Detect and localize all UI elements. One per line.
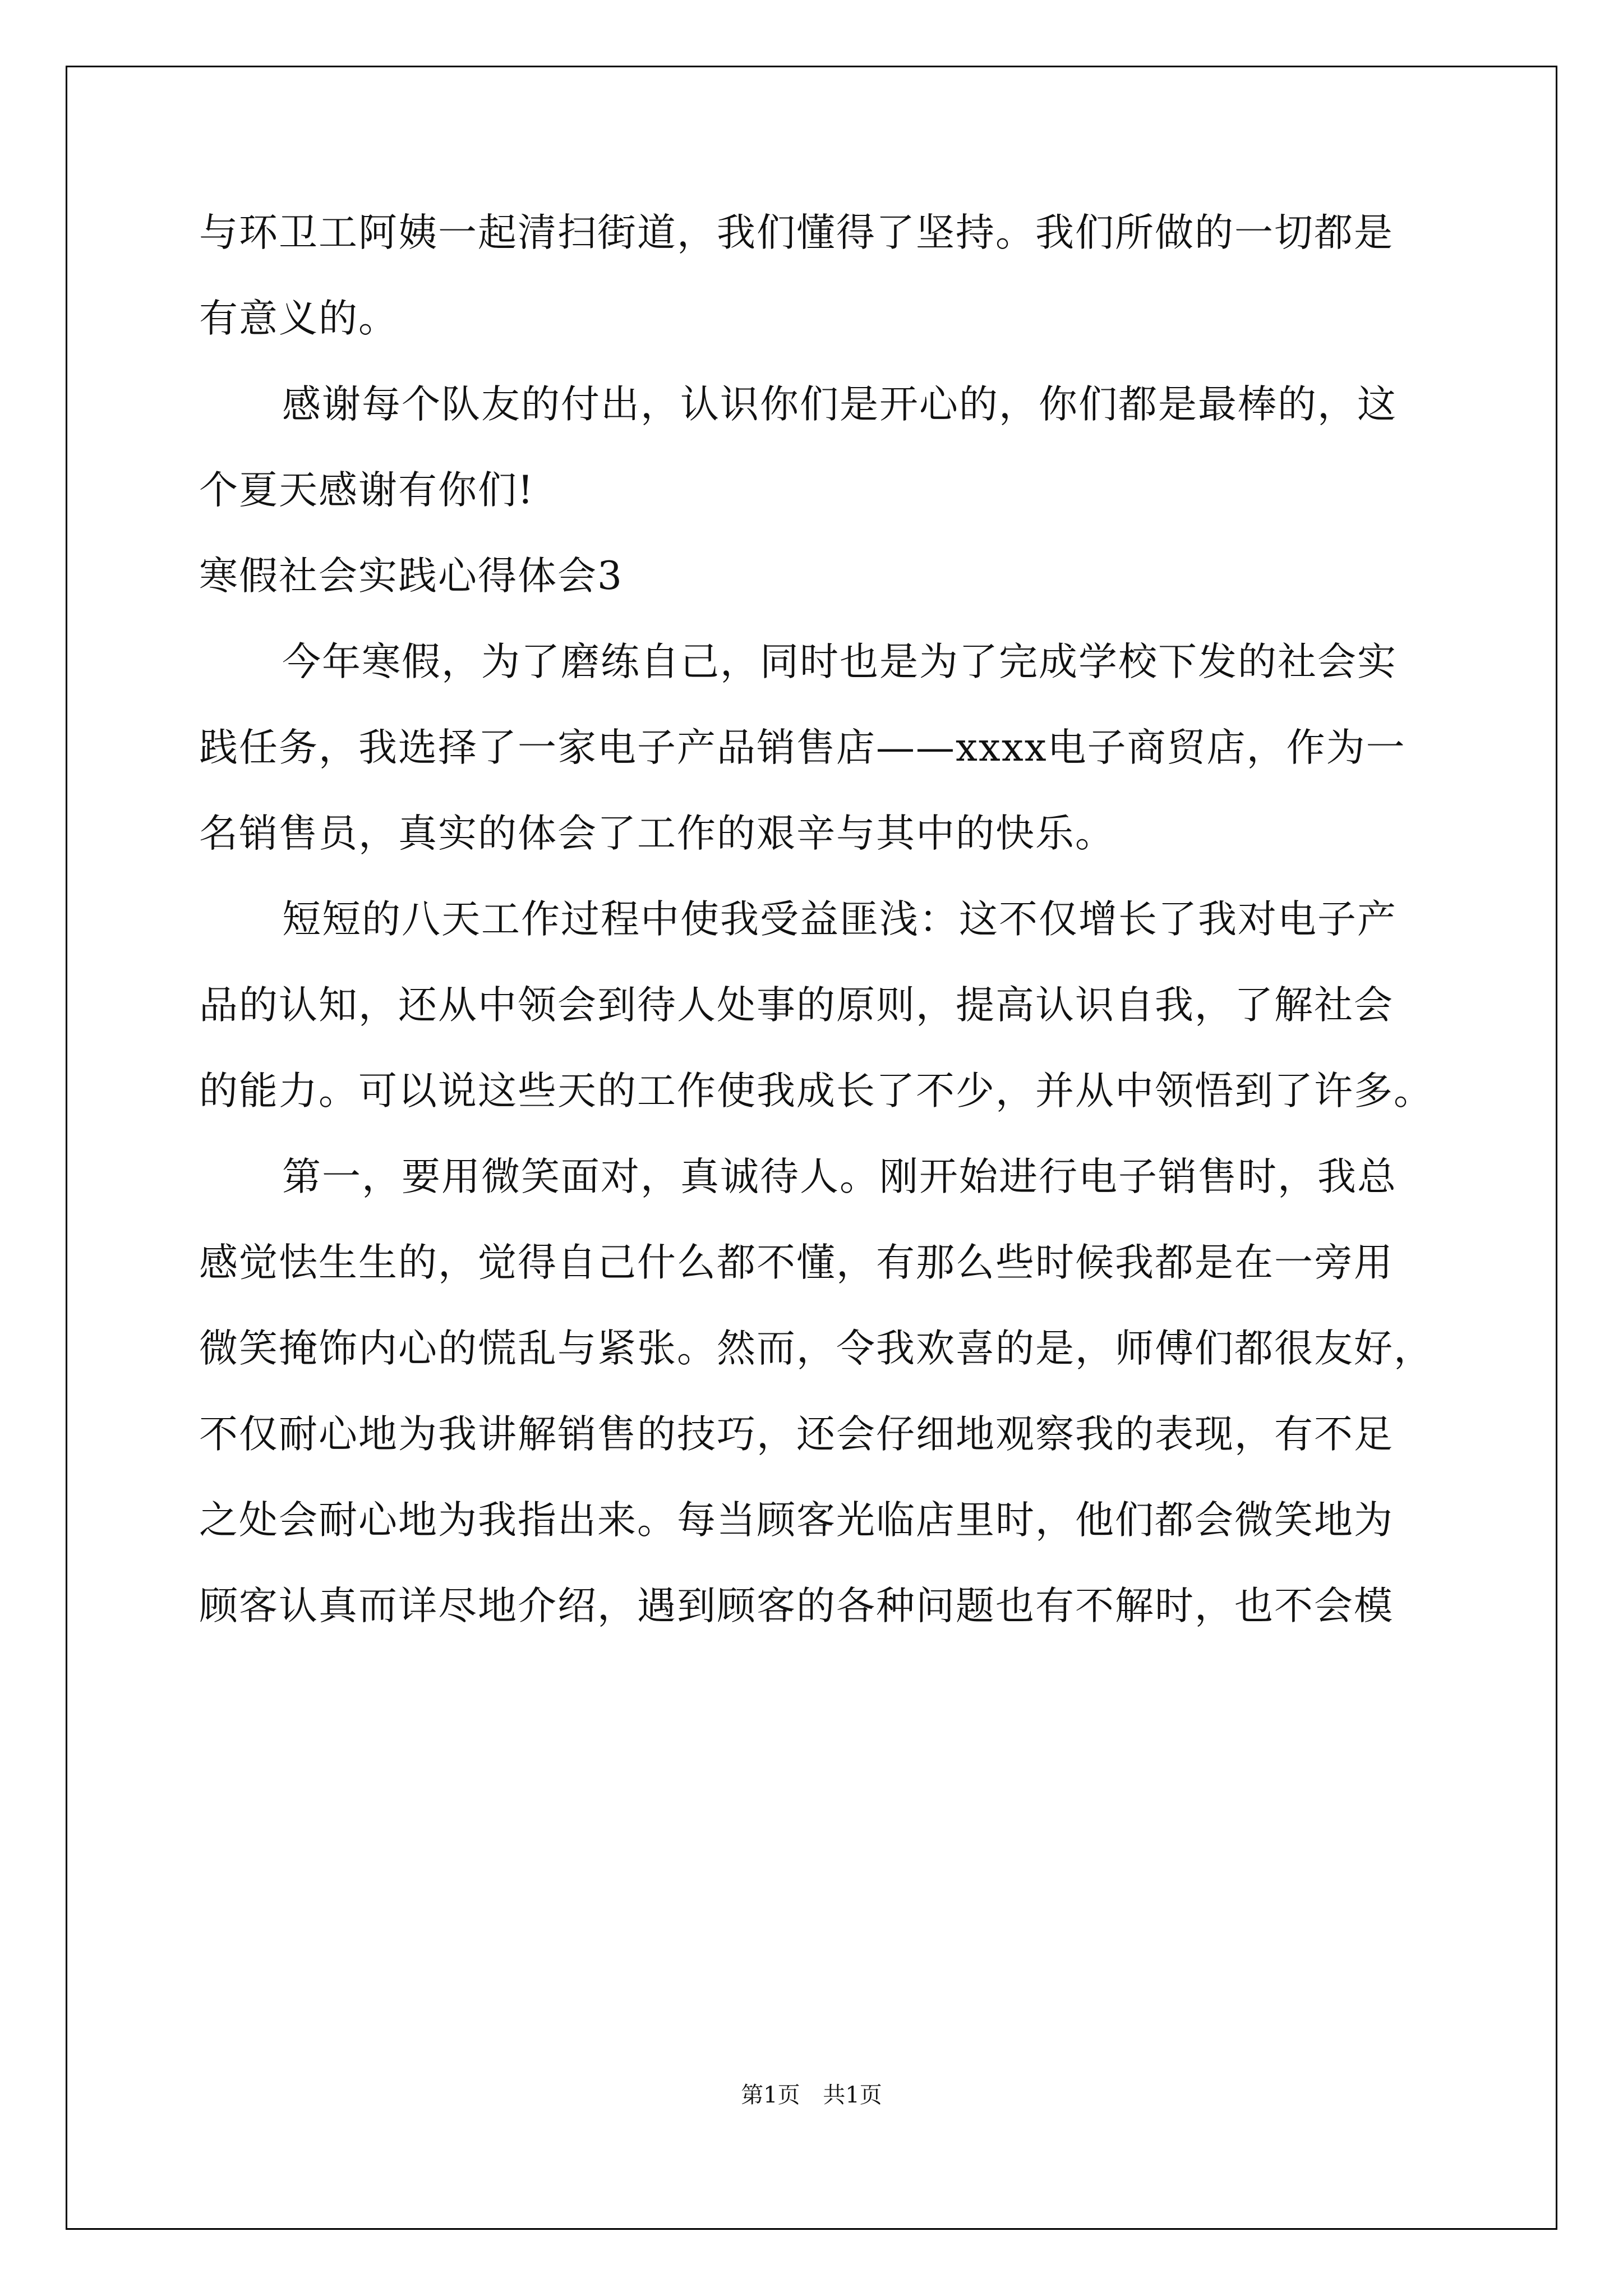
paragraph-line: 感觉怯生生的，觉得自己什么都不懂，有那么些时候我都是在一旁用 [199, 1240, 1394, 1285]
page-number: 第1页 [741, 2082, 800, 2108]
paragraph-line: 品的认知，还从中领会到待人处事的原则，提高认识自我，了解社会 [199, 983, 1394, 1028]
paragraph-line: 的能力。可以说这些天的工作使我成长了不少，并从中领悟到了许多。 [199, 1069, 1433, 1114]
section-heading: 寒假社会实践心得体会3 [199, 554, 623, 599]
paragraph-line: 今年寒假，为了磨练自己，同时也是为了完成学校下发的社会实 [282, 639, 1397, 684]
paragraph-line: 顾客认真而详尽地介绍，遇到顾客的各种问题也有不解时，也不会模 [199, 1584, 1394, 1628]
paragraph-line: 个夏天感谢有你们! [199, 468, 534, 513]
page-total: 共1页 [823, 2082, 882, 2108]
paragraph-line: 之处会耐心地为我指出来。每当顾客光临店里时，他们都会微笑地为 [199, 1498, 1394, 1543]
paragraph-line: 短短的八天工作过程中使我受益匪浅：这不仅增长了我对电子产 [282, 897, 1397, 942]
paragraph-line: 微笑掩饰内心的慌乱与紧张。然而，令我欢喜的是，师傅们都很友好， [199, 1326, 1433, 1371]
paragraph-line: 践任务，我选择了一家电子产品销售店——xxxx电子商贸店，作为一 [199, 725, 1406, 770]
paragraph-line: 有意义的。 [199, 296, 398, 341]
paragraph-line: 不仅耐心地为我讲解销售的技巧，还会仔细地观察我的表现，有不足 [199, 1412, 1394, 1457]
paragraph-line: 感谢每个队友的付出，认识你们是开心的，你们都是最棒的，这 [282, 382, 1397, 427]
paragraph-line: 第一，要用微笑面对，真诚待人。刚开始进行电子销售时，我总 [282, 1154, 1397, 1199]
paragraph-line: 与环卫工阿姨一起清扫街道，我们懂得了坚持。我们所做的一切都是 [199, 210, 1394, 255]
paragraph-line: 名销售员，真实的体会了工作的艰辛与其中的快乐。 [199, 811, 1115, 856]
document-body [199, 190, 1433, 1649]
page-footer [0, 2078, 1623, 2112]
